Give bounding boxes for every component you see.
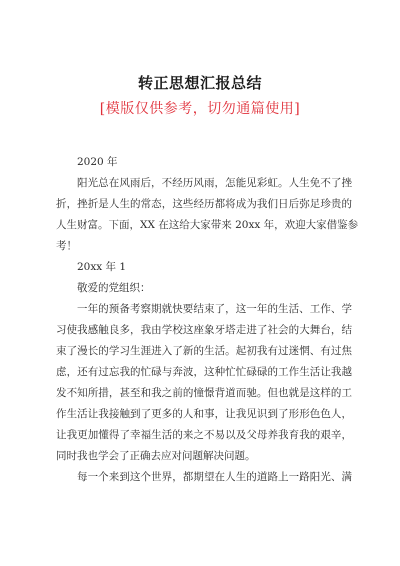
paragraph-line: 作生活让我接触到了更多的人和事，让我见识到了形形色色人，	[56, 408, 352, 420]
date-line: 2020 年	[77, 156, 118, 168]
document-subtitle: [模版仅供参考，切勿通篇使用]	[99, 101, 301, 117]
paragraph-line: 同时我也学会了正确去应对问题解决问题。	[56, 450, 256, 462]
paragraph-line: 阳光总在风雨后，不经历风雨，怎能见彩虹。人生免不了挫	[77, 177, 352, 189]
paragraph-line: 人生财富。下面，XX 在这给大家带来 20xx 年，欢迎大家借鉴参	[56, 219, 359, 231]
paragraph-line: 习使我感触良多，我由学校这座象牙塔走进了社会的大舞台，结	[56, 324, 352, 336]
paragraph-line: 束了漫长的学习生涯进入了新的生活。起初我有过迷惘、有过焦	[56, 345, 352, 357]
paragraph-line: 每一个来到这个世界，都期望在人生的道路上一路阳光、满	[77, 471, 352, 483]
paragraph-line: 虑，还有过忘我的忙碌与奔波，这种忙忙碌碌的工作生活让我越	[56, 366, 352, 378]
section-heading: 20xx 年 1	[77, 261, 127, 273]
document-body	[56, 152, 359, 488]
paragraph-line: 一年的预备考察期就快要结束了，这一年的生活、工作、学	[77, 303, 352, 315]
salutation: 敬爱的党组织：	[77, 282, 151, 294]
paragraph-line: 折，挫折是人生的常态，这些经历都将成为我们日后弥足珍贵的	[56, 198, 352, 210]
document-title: 转正思想汇报总结	[137, 74, 262, 92]
paragraph-line: 让我更加懂得了幸福生活的来之不易以及父母养我育我的艰辛，	[56, 429, 352, 441]
paragraph-line: 考！	[56, 240, 77, 252]
paragraph-line: 发不知所措，甚至和我之前的憧憬背道而驰。但也就是这样的工	[56, 387, 352, 399]
